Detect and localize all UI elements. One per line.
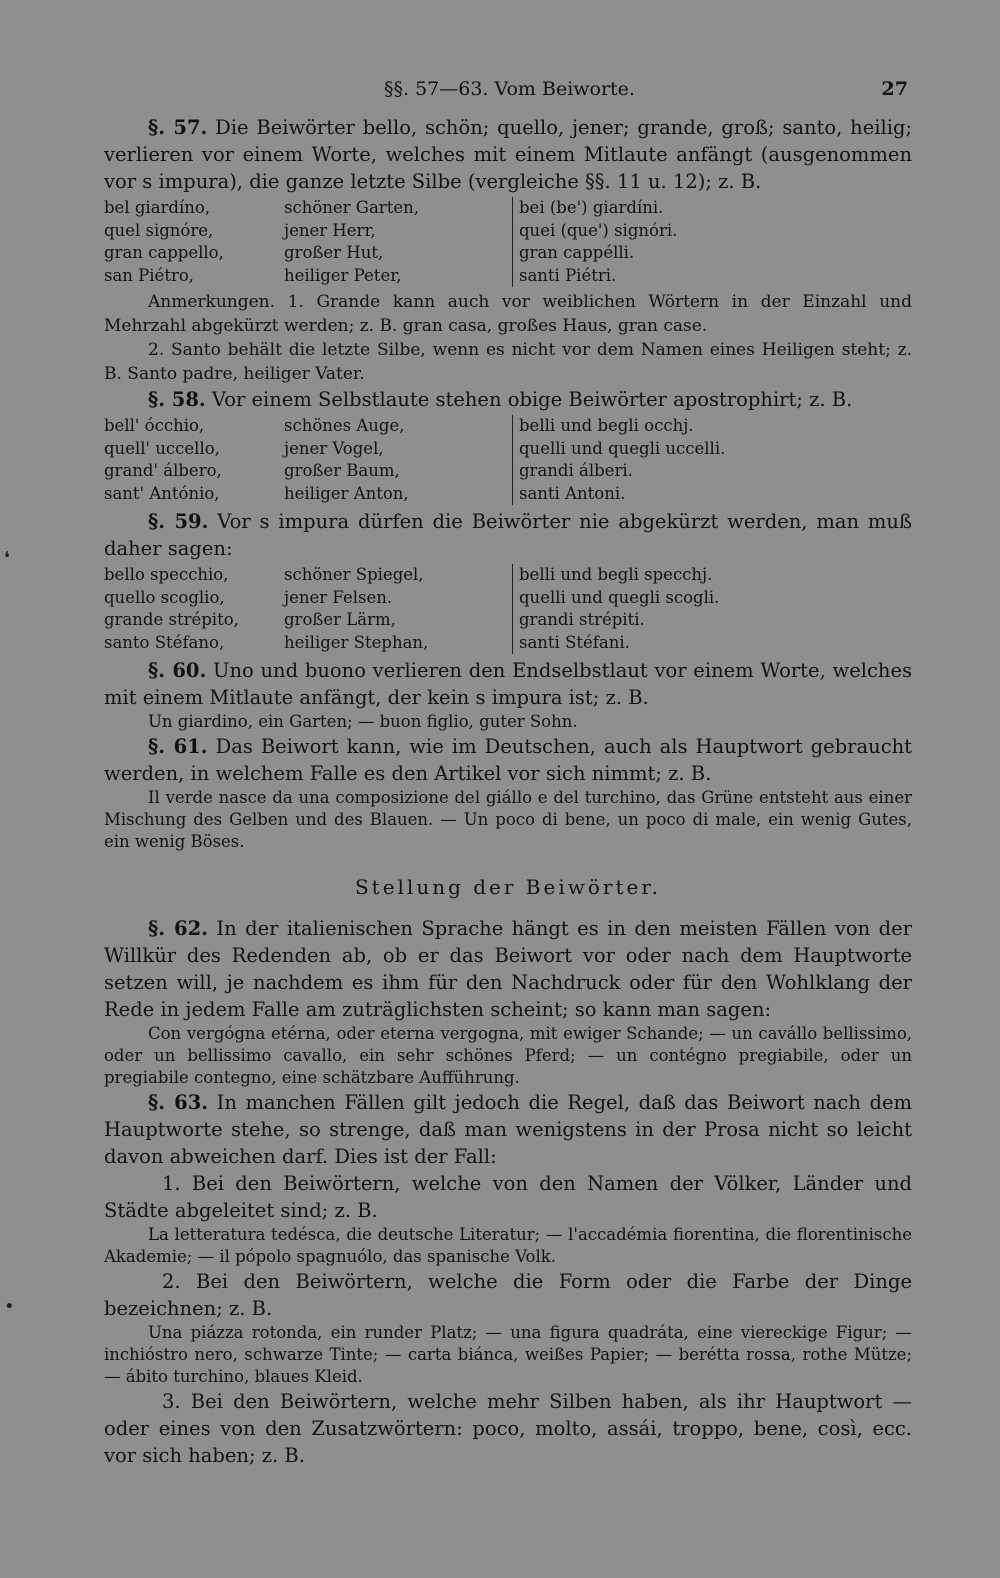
example-60: Un giardino, ein Garten; — buon figlio, guter Sohn. [148, 712, 578, 731]
italian-plural: santi Stéfani. [512, 632, 912, 655]
german-translation: großer Baum, [284, 461, 400, 480]
example-table-58 [104, 415, 912, 505]
example-table-57 [104, 197, 912, 287]
italian-singular: bel giardíno, [104, 198, 211, 217]
italian-singular: bello specchio, [104, 565, 229, 584]
italian-plural: belli und begli specchj. [512, 564, 912, 587]
italian-plural: santi Antoni. [512, 483, 912, 506]
italian-plural: grandi álberi. [512, 460, 912, 483]
section-number: §. 62. [148, 917, 208, 940]
section-62 [104, 915, 912, 1023]
italian-singular: sant' António, [104, 483, 220, 503]
note-1: Anmerkungen. 1. Grande kann auch vor weiblichen Wörtern in der Einzahl und Mehrzahl abgekürzt werden; z. B. gran casa, großes Haus, gran case. [104, 292, 912, 336]
section-63 [104, 1089, 912, 1170]
section-60 [104, 657, 912, 711]
section-number: §. 57. [148, 116, 208, 139]
italian-plural: quelli und quegli uccelli. [512, 438, 912, 461]
italian-singular: quello scoglio, [104, 587, 225, 607]
example-table-59 [104, 564, 912, 654]
example-62: Con vergógna etérna, oder eterna vergogna, mit ewiger Schande; — un cavállo bellissimo, oder un bellissimo cavallo, ein sehr schönes Pferd; — un contégno pregiabile, oder un pregiabile contegno, eine schätzbare Aufführung. [104, 1024, 912, 1087]
italian-singular: grand' álbero, [104, 461, 222, 480]
example-63-1: La letteratura tedésca, die deutsche Literatur; — l'accadémia fiorentina, die florentinische Akademie; — il pópolo spagnuólo, das spanische Volk. [104, 1225, 912, 1266]
section-59 [104, 508, 912, 562]
example-63-2: Una piázza rotonda, ein runder Platz; — una figura quadráta, eine viereckige Figur; — inchióstro nero, schwarze Tinte; — carta biánca, weißes Papier; — berétta rossa, rothe Mütze; — ábito turchino, blaues Kleid. [104, 1323, 912, 1386]
italian-singular: quel signóre, [104, 220, 214, 240]
italian-singular: quell' uccello, [104, 438, 220, 458]
italian-plural: bei (be') giardíni. [512, 197, 912, 220]
section-number: §. 61. [148, 735, 208, 758]
list-item-2: 2. Bei den Beiwörtern, welche die Form oder die Farbe der Dinge bezeichnen; z. B. [104, 1270, 912, 1320]
italian-singular: grande strépito, [104, 610, 239, 629]
german-translation: jener Vogel, [284, 438, 384, 458]
italian-singular: bell' ócchio, [104, 416, 205, 435]
german-translation: großer Hut, [284, 243, 384, 262]
german-translation: jener Herr, [284, 220, 376, 240]
italian-singular: gran cappello, [104, 243, 224, 262]
german-translation: schöner Spiegel, [284, 565, 424, 584]
section-text: Die Beiwörter bello, schön; quello, jener; grande, groß; santo, heilig; verlieren vor einem Worte, welches mit einem Mitlaute anfängt (ausgenommen vor s impura), die ganze letzte Silbe (vergleiche §§. 11 u. 12); z. B. [104, 116, 913, 193]
note-2: 2. Santo behält die letzte Silbe, wenn es nicht vor dem Namen eines Heiligen steht; z. B. Santo padre, heiliger Vater. [104, 340, 912, 384]
german-translation: schönes Auge, [284, 416, 405, 435]
german-translation: jener Felsen. [284, 587, 393, 607]
italian-plural: grandi strépiti. [512, 609, 912, 632]
section-number: §. 59. [148, 510, 209, 533]
running-header [104, 78, 912, 100]
running-title: §§. 57—63. Vom Beiworte. [384, 78, 635, 100]
section-57 [104, 114, 912, 195]
section-number: §. 58. [148, 388, 206, 411]
german-translation: großer Lärm, [284, 610, 396, 629]
section-58 [104, 386, 912, 413]
margin-dot-icon: • [4, 1296, 15, 1317]
section-61 [104, 733, 912, 787]
italian-plural: belli und begli occhj. [512, 415, 912, 438]
subsection-heading: Stellung der Beiwörter. [354, 875, 662, 899]
italian-plural: gran cappélli. [512, 242, 912, 265]
section-text: Vor einem Selbstlaute stehen obige Beiwörter apostrophirt; z. B. [211, 388, 853, 411]
example-61: Il verde nasce da una composizione del giállo e del turchino, das Grüne entsteht aus einer Mischung des Gelben und des Blauen. — Un poco di bene, un poco di male, ein wenig Gutes, ein wenig Böses. [104, 788, 912, 851]
list-item-3: 3. Bei den Beiwörtern, welche mehr Silben haben, als ihr Hauptwort — oder eines von den Zusatzwörtern: poco, molto, assái, troppo, bene, così, ecc. vor sich haben; z. B. [104, 1390, 912, 1467]
german-translation: heiliger Stephan, [284, 632, 429, 652]
german-translation: schöner Garten, [284, 198, 419, 217]
italian-plural: quei (que') signóri. [512, 220, 912, 243]
italian-plural: quelli und quegli scogli. [512, 587, 912, 610]
german-translation: heiliger Peter, [284, 265, 402, 285]
section-text: In der italienischen Sprache hängt es in den meisten Fällen von der Willkür des Redenden ab, ob er das Beiwort vor oder nach dem Hauptworte setzen will, je nachdem es ihm für den Nachdruck oder für den Wohlklang der Rede in jedem Falle am zuträglichsten scheint; so kann man sagen: [104, 917, 913, 1021]
german-translation: heiliger Anton, [284, 483, 409, 503]
list-item-1: 1. Bei den Beiwörtern, welche von den Namen der Völker, Länder und Städte abgeleitet sind; z. B. [104, 1172, 912, 1222]
page-number: 27 [881, 78, 908, 100]
italian-plural: santi Piétri. [512, 265, 912, 288]
section-text: Uno und buono verlieren den Endselbstlaut vor einem Worte, welches mit einem Mitlaute anfängt, der kein s impura ist; z. B. [104, 659, 913, 709]
italian-singular: san Piétro, [104, 265, 195, 285]
section-text: In manchen Fällen gilt jedoch die Regel, daß das Beiwort nach dem Hauptworte stehe, so strenge, daß man wenigstens in der Prosa nicht so leicht davon abweichen darf. Dies ist der Fall: [104, 1091, 913, 1168]
section-number: §. 60. [148, 659, 207, 682]
section-number: §. 63. [148, 1091, 209, 1114]
italian-singular: santo Stéfano, [104, 632, 225, 652]
margin-mark-icon: ❛ [4, 548, 10, 569]
section-text: Das Beiwort kann, wie im Deutschen, auch als Hauptwort gebraucht werden, in welchem Falle es den Artikel vor sich nimmt; z. B. [104, 735, 913, 785]
section-text: Vor s impura dürfen die Beiwörter nie abgekürzt werden, man muß daher sagen: [104, 510, 913, 560]
